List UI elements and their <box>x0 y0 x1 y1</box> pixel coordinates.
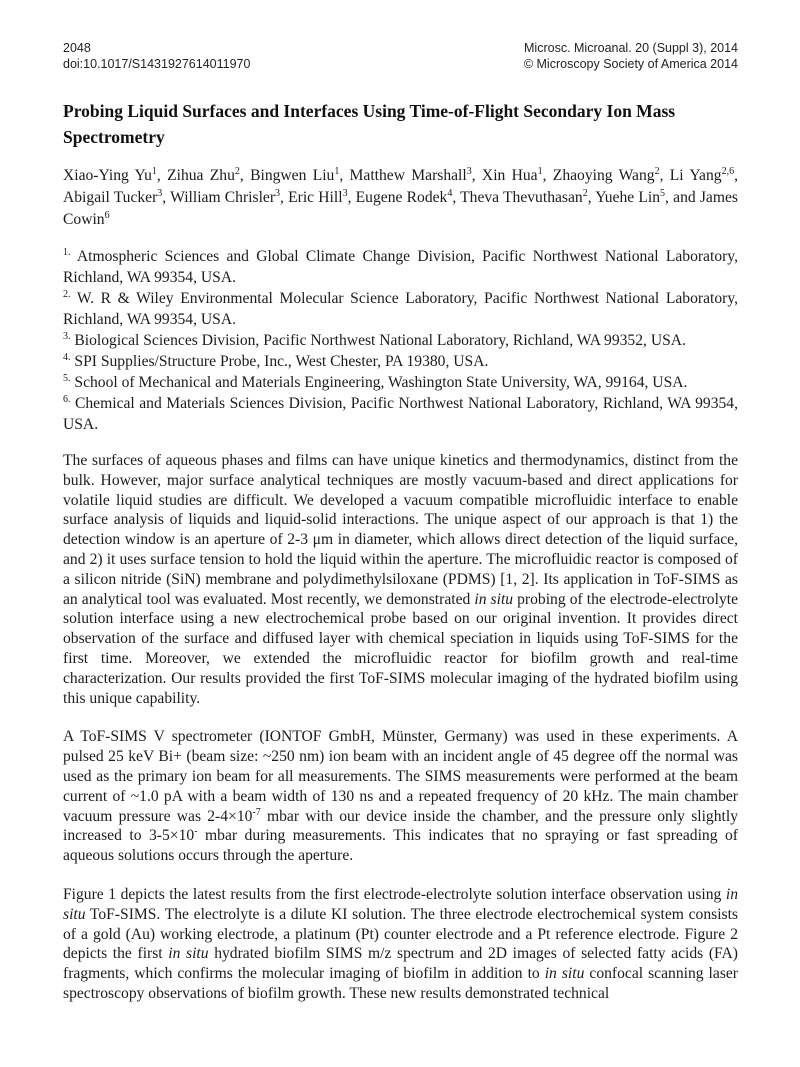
affiliation-list <box>63 246 738 435</box>
affiliation-5: $^{5.}$ School of Mechanical and Materials Engineering, Washington State University, WA, 99164, USA. <box>63 372 688 391</box>
page-number: 2048 <box>63 41 91 55</box>
doi: doi:10.1017/S1431927614011970 <box>63 57 251 71</box>
body-paragraph-2: A ToF-SIMS V spectrometer (IONTOF GmbH, Münster, Germany) was used in these experiments. A pulsed 25 keV Bi+ (beam size: ~250 nm) ion beam with an incident angle of 45 degree off the normal was used as the primary ion beam for all measurements. The SIMS measurements were performed at the beam current of ~1.0 pA with a beam width of 130 ns and a repeated frequency of 20 kHz. The main chamber vacuum pressure was $2-4\times 10^{-7}$ mbar with our device inside the chamber, and the pressure only slightly increased to 3-5×10- mbar during measurements. This indicates that no spraying or fast spreading of aqueous solutions occurs through the aperture. <box>63 728 738 865</box>
affiliation-3: $^{3.}$ Biological Sciences Division, Pacific Northwest National Laboratory, Richland, WA 99352, USA. <box>63 330 686 349</box>
affiliation-1: $^{1.}$ Atmospheric Sciences and Global Climate Change Division, Pacific Northwest National Laboratory, Richland, WA 99354, USA. <box>63 246 738 286</box>
affiliation-6: $^{6.}$ Chemical and Materials Sciences Division, Pacific Northwest National Laboratory, Richland, WA 99354, USA. <box>63 393 738 433</box>
header-left <box>63 40 250 72</box>
header-right <box>524 40 738 72</box>
journal-citation: Microsc. Microanal. 20 (Suppl 3), 2014 <box>524 41 738 55</box>
body-paragraph-3: Figure 1 depicts the latest results from the first electrode-electrolyte solution interface observation using in situ ToF-SIMS. The electrolyte is a dilute KI solution. The three electrode electrochemical system consists of a gold (Au) working electrode, a platinum (Pt) counter electrode and a Pt reference electrode. Figure 2 depicts the first in situ hydrated biofilm SIMS m/z spectrum and 2D images of selected fatty acids (FA) fragments, which confirms the molecular imaging of biofilm in addition to in situ confocal scanning laser spectroscopy observations of biofilm growth. These new results demonstrated technical <box>63 885 739 1002</box>
copyright-notice: © Microscopy Society of America 2014 <box>523 57 738 71</box>
paper-title: Probing Liquid Surfaces and Interfaces Using Time-of-Flight Secondary Ion Mass Spectrometry <box>63 101 676 147</box>
body-paragraph-1: The surfaces of aqueous phases and films can have unique kinetics and thermodynamics, distinct from the bulk. However, major surface analytical techniques are mostly vacuum-based and direct applications for volatile liquid studies are difficult. We developed a vacuum compatible microfluidic interface to enable surface analysis of liquids and liquid-solid interactions. The unique aspect of our approach is that 1) the detection window is an aperture of 2-3 μm in diameter, which allows direct detection of the liquid surface, and 2) it uses surface tension to hold the liquid within the aperture. The microfluidic reactor is composed of a silicon nitride (SiN) membrane and polydimethylsiloxane (PDMS) [1, 2]. Its application in ToF-SIMS as an analytical tool was evaluated. Most recently, we demonstrated in situ probing of the electrode-electrolyte solution interface using a new electrochemical probe based on our original invention. It provides direct observation of the surface and diffused layer with chemical speciation in liquids using ToF-SIMS for the first time. Moreover, we extended the microfluidic reactor for biofilm growth and real-time characterization. Our results provided the first ToF-SIMS molecular imaging of the hydrated biofilm using this unique capability. <box>63 452 738 707</box>
paper-body <box>63 451 738 1004</box>
affiliation-4: $^{4.}$ SPI Supplies/Structure Probe, Inc., West Chester, PA 19380, USA. <box>63 351 489 370</box>
page-header <box>63 40 738 72</box>
author-list: Xiao-Ying Yu$^1$, Zihua Zhu$^2$, Bingwen Liu$^1$, Matthew Marshall$^3$, Xin Hua$^1$, Zhaoying Wang$^2$, Li Yang$^{2,6}$, Abigail Tucker$^3$, William Chrisler$^3$, Eric Hill$^3$, Eugene Rodek$^4$, Theva Thevuthasan$^2$, Yuehe Lin$^5$, and James Cowin$^6$ <box>63 165 738 228</box>
affiliation-2: $^{2.}$ W. R & Wiley Environmental Molecular Science Laboratory, Pacific Northwest National Laboratory, Richland, WA 99354, USA. <box>63 288 738 328</box>
